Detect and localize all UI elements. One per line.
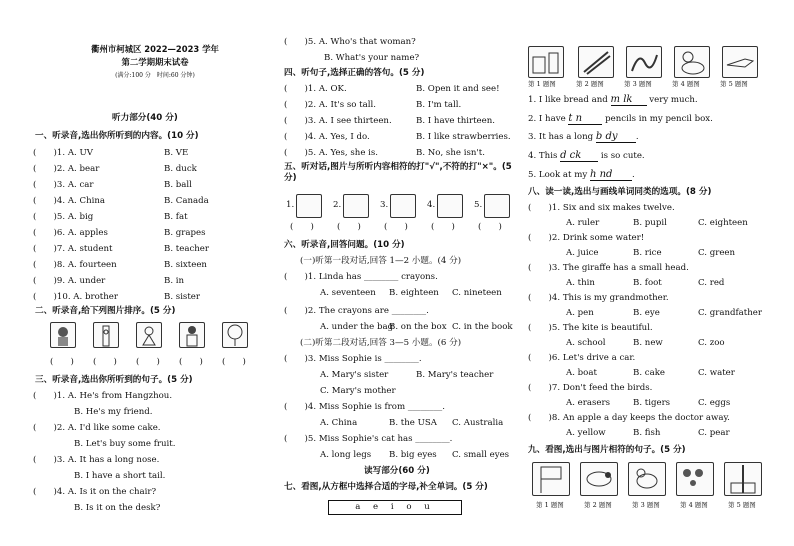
sec5-blank-3: ( ) — [384, 222, 408, 232]
sec5-num-4: 4. — [427, 200, 436, 210]
sec5-num-3: 3. — [380, 200, 389, 210]
sec3-row-3-b: B. I have a short tail. — [74, 471, 166, 481]
sec7-s1-pre: 1. I like bread and — [528, 95, 608, 105]
sec7-s3 — [528, 131, 639, 143]
sec7-heading: 七、看图,从方框中选择合适的字母,补全单词。(5 分) — [284, 482, 488, 492]
sec8-q2: ( )2. Drink some water! — [528, 233, 645, 243]
sec8-q4-opt-1: B. eye — [633, 308, 660, 318]
sec6-q5: ( )5. Miss Sophie's cat has ________. — [284, 434, 453, 444]
sec1-row-7-a: ( )7. A. student — [33, 244, 113, 254]
sec8-q4: ( )4. This is my grandmother. — [528, 293, 669, 303]
sec6-part2: (二)听第二段对话,回答 3—5 小题。(6 分) — [300, 338, 462, 348]
sec6-q1-b: B. eighteen — [389, 288, 439, 298]
sec1-row-10-b: B. sister — [164, 292, 200, 302]
sec8-q5-opt-2: C. zoo — [698, 338, 725, 348]
sec2-blank-1: ( ) — [50, 357, 74, 367]
sec8-q4-opt-0: A. pen — [566, 308, 594, 318]
sec8-q3-opt-2: C. red — [698, 278, 725, 288]
sec5-picture-4 — [437, 194, 463, 218]
sec1-row-4-b: B. Canada — [164, 196, 209, 206]
sec8-q6-opt-1: B. cake — [633, 368, 666, 378]
sec8-q1-opt-0: A. ruler — [566, 218, 600, 228]
sec7-s1-post: very much. — [649, 95, 698, 105]
sec5-blank-5: ( ) — [478, 222, 502, 232]
sec8-q2-opt-0: A. juice — [566, 248, 599, 258]
sec7-s2 — [528, 113, 713, 125]
sec3-q5-b: B. What's your name? — [324, 53, 420, 63]
tower-city-picture — [724, 462, 762, 496]
sec3-heading: 三、听录音,选出你所听到的句子。(5 分) — [35, 375, 193, 385]
sec2-blank-4: ( ) — [179, 357, 203, 367]
sec5-heading: 五、听对话,图片与所听内容相符的打"√",不符的打"×"。(5 分) — [284, 162, 512, 183]
sec4-row-2-a: ( )2. A. It's so tall. — [284, 100, 376, 110]
sec5-blank-4: ( ) — [431, 222, 455, 232]
sec6-q5-a: A. long legs — [320, 450, 372, 460]
snake-picture — [626, 46, 662, 78]
sec4-row-3-b: B. I have thirteen. — [416, 116, 495, 126]
sec7-s1 — [528, 94, 698, 106]
sec1-row-1-a: ( )1. A. UV — [33, 148, 93, 158]
sec2-blank-3: ( ) — [136, 357, 160, 367]
sec5-num-2: 2. — [333, 200, 342, 210]
sec6-q4-c: C. Australia — [452, 418, 504, 428]
sec5-picture-5 — [484, 194, 510, 218]
sec8-q6-opt-2: C. water — [698, 368, 735, 378]
sec1-row-10-a: ( )10. A. brother — [33, 292, 118, 302]
sec1-row-9-a: ( )9. A. under — [33, 276, 106, 286]
sec6-q3-c: C. Mary's mother — [320, 386, 396, 396]
sec3-row-2-a: ( )2. A. I'd like some cake. — [33, 423, 161, 433]
sec2-blank-5: ( ) — [222, 357, 246, 367]
sec1-row-3-b: B. ball — [164, 180, 192, 190]
sec7-s2-pre: 2. I have — [528, 114, 566, 124]
sec6-q2-c: C. in the book — [452, 322, 513, 332]
girl-picture — [136, 322, 162, 348]
boy-picture — [50, 322, 76, 348]
sec6-part1: (一)听第一段对话,回答 1—2 小题。(4 分) — [300, 256, 462, 266]
sec8-q1-opt-2: C. eighteen — [698, 218, 748, 228]
sec7-s2-post: pencils in my pencil box. — [605, 114, 713, 124]
sec3-row-4-a: ( )4. A. Is it on the chair? — [33, 487, 157, 497]
sec2-blank-2: ( ) — [93, 357, 117, 367]
sec4-row-1-a: ( )1. A. OK. — [284, 84, 347, 94]
tower-picture — [93, 322, 119, 348]
exam-title-2: 第二学期期末试卷 — [121, 57, 189, 67]
sec8-q5-opt-0: A. school — [566, 338, 606, 348]
sec3-row-1-b: B. He's my friend. — [74, 407, 153, 417]
sec1-row-8-b: B. sixteen — [164, 260, 207, 270]
sec5-picture-2 — [343, 194, 369, 218]
sec5-picture-3 — [390, 194, 416, 218]
sec7-s4-answer[interactable]: d ck — [560, 150, 598, 162]
sec1-row-2-a: ( )2. A. bear — [33, 164, 100, 174]
sec1-row-6-a: ( )6. A. apples — [33, 228, 108, 238]
bird-picture — [580, 462, 618, 496]
sec4-heading: 四、听句子,选择正确的答句。(5 分) — [284, 68, 425, 78]
sec6-q4-a: A. China — [320, 418, 358, 428]
sec8-q7: ( )7. Don't feed the birds. — [528, 383, 653, 393]
sec4-row-5-a: ( )5. A. Yes, she is. — [284, 148, 379, 158]
sec7-s5 — [528, 169, 635, 181]
sec5-blank-2: ( ) — [337, 222, 361, 232]
middle-column — [280, 0, 520, 546]
sec7-caption-1: 第 1 题图 — [528, 80, 556, 88]
sec9-caption-4: 第 4 题图 — [680, 501, 708, 509]
sec9-caption-5: 第 5 题图 — [728, 501, 756, 509]
sec3-row-2-b: B. Let's buy some fruit. — [74, 439, 176, 449]
sec6-heading: 六、听录音,回答问题。(10 分) — [284, 240, 405, 250]
hand-picture — [722, 46, 758, 78]
sec6-q3: ( )3. Miss Sophie is ________. — [284, 354, 422, 364]
sec8-q2-opt-2: C. green — [698, 248, 736, 258]
sec1-row-6-b: B. grapes — [164, 228, 206, 238]
sec1-row-7-b: B. teacher — [164, 244, 209, 254]
sec4-row-2-b: B. I'm tall. — [416, 100, 462, 110]
sec8-q1: ( )1. Six and six makes twelve. — [528, 203, 675, 213]
sec8-q2-opt-1: B. rice — [633, 248, 662, 258]
sec5-num-1: 1. — [286, 200, 295, 210]
sec6-q5-b: B. big eyes — [389, 450, 437, 460]
listening-title: 听力部分(40 分) — [112, 113, 178, 123]
sec8-q6-opt-0: A. boat — [566, 368, 597, 378]
bread-milk-picture — [528, 46, 564, 78]
sec8-q8-opt-2: C. pear — [698, 428, 730, 438]
man-picture — [179, 322, 205, 348]
sec5-num-5: 5. — [474, 200, 483, 210]
sec3-row-3-a: ( )3. A. It has a long nose. — [33, 455, 160, 465]
sec7-s4 — [528, 150, 645, 162]
exam-title-1: 衢州市柯城区 2022—2023 学年 — [91, 44, 219, 54]
sec7-s3-pre: 3. It has a long — [528, 132, 594, 142]
sec6-q2: ( )2. The crayons are ________. — [284, 306, 429, 316]
sec7-s5-post: . — [631, 170, 635, 180]
sec1-row-3-a: ( )3. A. car — [33, 180, 94, 190]
sec7-caption-4: 第 4 题图 — [672, 80, 700, 88]
sec5-blank-1: ( ) — [290, 222, 314, 232]
sec4-row-5-b: B. No, she isn't. — [416, 148, 485, 158]
sec7-s3-post: . — [635, 132, 639, 142]
sec8-q3-opt-0: A. thin — [566, 278, 595, 288]
sec5-picture-1 — [296, 194, 322, 218]
sec8-q1-opt-1: B. pupil — [633, 218, 667, 228]
sec7-s2-answer[interactable]: t n — [568, 113, 602, 125]
sec3-q5-a: ( )5. A. Who's that woman? — [284, 37, 416, 47]
pencils-picture — [578, 46, 614, 78]
sec3-row-4-b: B. Is it on the desk? — [74, 503, 161, 513]
sec6-q1-c: C. nineteen — [452, 288, 502, 298]
sec6-q3-a: A. Mary's sister — [320, 370, 389, 380]
exam-note: (满分:100 分 时间:60 分钟) — [115, 72, 195, 79]
sec6-q3-b: B. Mary's teacher — [416, 370, 494, 380]
sec1-row-9-b: B. in — [164, 276, 185, 286]
writing-title: 读写部分(60 分) — [364, 466, 430, 476]
sec7-s3-answer[interactable]: b dy — [596, 131, 636, 143]
sec4-row-4-b: B. I like strawberries. — [416, 132, 511, 142]
sec1-row-8-a: ( )8. A. fourteen — [33, 260, 117, 270]
sec6-q5-c: C. small eyes — [452, 450, 510, 460]
sec8-q5-opt-1: B. new — [633, 338, 663, 348]
sec8-q5: ( )5. The kite is beautiful. — [528, 323, 653, 333]
sec7-s1-answer[interactable]: m lk — [611, 94, 647, 106]
tree-picture — [222, 322, 248, 348]
sec9-heading: 九、看图,选出与图片相符的句子。(5 分) — [528, 445, 686, 455]
sec8-q7-opt-1: B. tigers — [633, 398, 671, 408]
sec7-s4-pre: 4. This — [528, 151, 558, 161]
sec2-heading: 二、听录音,给下列图片排序。(5 分) — [35, 306, 176, 316]
sec8-q8: ( )8. An apple a day keeps the doctor away. — [528, 413, 730, 423]
sec1-row-5-a: ( )5. A. big — [33, 212, 94, 222]
sec7-caption-3: 第 3 题图 — [624, 80, 652, 88]
sec4-row-4-a: ( )4. A. Yes, I do. — [284, 132, 370, 142]
sec6-q4-b: B. the USA — [389, 418, 437, 428]
sec8-q6: ( )6. Let's drive a car. — [528, 353, 636, 363]
sec9-caption-3: 第 3 题图 — [632, 501, 660, 509]
left-column — [0, 0, 260, 546]
right-column — [522, 0, 794, 546]
sec8-q7-opt-2: C. eggs — [698, 398, 731, 408]
flag-picture — [532, 462, 570, 496]
sec8-q7-opt-0: A. erasers — [566, 398, 611, 408]
sec7-caption-5: 第 5 题图 — [720, 80, 748, 88]
sec6-q2-b: B. on the box — [389, 322, 447, 332]
sec6-q1: ( )1. Linda has ________ crayons. — [284, 272, 438, 282]
sec9-caption-1: 第 1 题图 — [536, 501, 564, 509]
sec8-q3: ( )3. The giraffe has a small head. — [528, 263, 689, 273]
sec8-q8-opt-0: A. yellow — [566, 428, 606, 438]
sec7-caption-2: 第 2 题图 — [576, 80, 604, 88]
duck-picture — [674, 46, 710, 78]
sec9-caption-2: 第 2 题图 — [584, 501, 612, 509]
sec8-q3-opt-1: B. foot — [633, 278, 662, 288]
sec4-row-1-b: B. Open it and see! — [416, 84, 500, 94]
sec1-row-2-b: B. duck — [164, 164, 197, 174]
sec6-q4: ( )4. Miss Sophie is from ________. — [284, 402, 445, 412]
sec1-row-1-b: B. VE — [164, 148, 189, 158]
sec8-heading: 八、读一读,选出与画线单词同类的选项。(8 分) — [528, 187, 712, 197]
sec1-row-5-b: B. fat — [164, 212, 188, 222]
sec6-q1-a: A. seventeen — [320, 288, 376, 298]
sec8-q4-opt-2: C. grandfather — [698, 308, 762, 318]
sec3-row-1-a: ( )1. A. He's from Hangzhou. — [33, 391, 173, 401]
sec4-row-3-a: ( )3. A. I see thirteen. — [284, 116, 392, 126]
sec7-s5-pre: 5. Look at my — [528, 170, 588, 180]
sec1-row-4-a: ( )4. A. China — [33, 196, 106, 206]
sec7-s5-answer[interactable]: h nd — [590, 169, 632, 181]
letter-box: a e i o u — [328, 500, 462, 515]
sec7-s4-post: is so cute. — [600, 151, 645, 161]
sec8-q8-opt-1: B. fish — [633, 428, 661, 438]
sec6-q2-a: A. under the bag — [320, 322, 394, 332]
family-picture — [676, 462, 714, 496]
mouse-picture — [628, 462, 666, 496]
sec1-heading: 一、听录音,选出你所听到的内容。(10 分) — [35, 131, 199, 141]
